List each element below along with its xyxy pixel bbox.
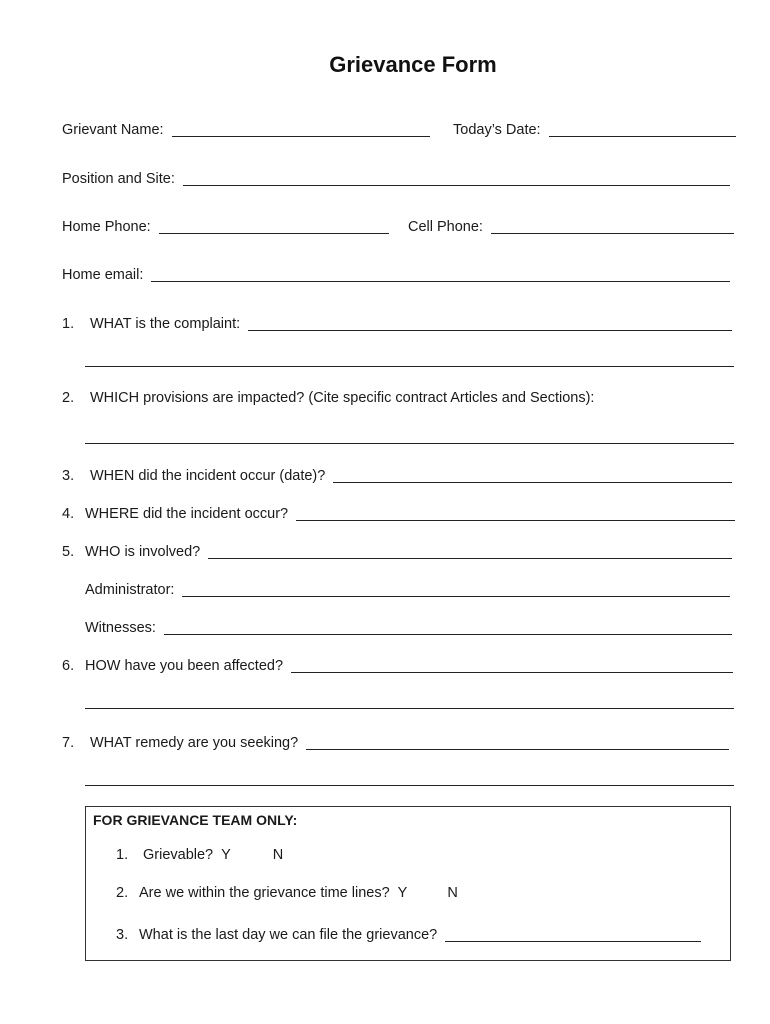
team-item-2 xyxy=(116,885,458,901)
grievable-yes-option[interactable]: Y xyxy=(221,847,231,863)
question-2-answer-line[interactable] xyxy=(85,443,734,444)
todays-date-label: Today’s Date: xyxy=(453,122,541,138)
question-2-label: WHICH provisions are impacted? (Cite specific contract Articles and Sections): xyxy=(90,390,595,406)
question-3-row xyxy=(62,465,732,484)
question-6-field[interactable] xyxy=(291,658,733,673)
team-item-number: 2. xyxy=(116,885,129,901)
time-lines-label: Are we within the grievance time lines? xyxy=(139,885,390,901)
question-number: 1. xyxy=(62,316,75,332)
question-3-field[interactable] xyxy=(333,468,732,483)
question-3-label: WHEN did the incident occur (date)? xyxy=(90,468,326,484)
question-2-row xyxy=(62,390,732,406)
home-email-label: Home email: xyxy=(62,267,144,283)
witnesses-row xyxy=(85,617,732,636)
grievable-label: Grievable? xyxy=(143,847,214,863)
position-site-label: Position and Site: xyxy=(62,171,175,187)
position-site-field[interactable] xyxy=(183,171,730,186)
administrator-field[interactable] xyxy=(182,582,730,597)
question-5-label: WHO is involved? xyxy=(85,544,201,560)
question-4-field[interactable] xyxy=(296,506,735,521)
home-phone-row xyxy=(62,216,389,235)
home-email-field[interactable] xyxy=(151,267,730,282)
home-email-row xyxy=(62,264,730,283)
cell-phone-label: Cell Phone: xyxy=(408,219,483,235)
position-site-row xyxy=(62,168,730,187)
todays-date-field[interactable] xyxy=(549,122,736,137)
question-number: 5. xyxy=(62,544,75,560)
question-number: 3. xyxy=(62,468,75,484)
question-5-field[interactable] xyxy=(208,544,732,559)
last-day-label: What is the last day we can file the grievance? xyxy=(139,927,438,943)
question-1-row xyxy=(62,313,732,332)
home-phone-label: Home Phone: xyxy=(62,219,151,235)
team-item-1 xyxy=(116,847,283,863)
grievable-no-option[interactable]: N xyxy=(272,847,284,863)
time-lines-no-option[interactable]: N xyxy=(447,885,458,901)
question-number: 7. xyxy=(62,735,75,751)
question-6-label: HOW have you been affected? xyxy=(85,658,284,674)
team-item-number: 1. xyxy=(116,847,129,863)
administrator-label: Administrator: xyxy=(85,582,175,598)
question-1-field[interactable] xyxy=(248,316,732,331)
question-6-continuation-line[interactable] xyxy=(85,708,734,709)
team-item-3 xyxy=(116,924,701,943)
question-number: 6. xyxy=(62,658,75,674)
witnesses-label: Witnesses: xyxy=(85,620,156,636)
witnesses-field[interactable] xyxy=(164,620,732,635)
grievant-name-field[interactable] xyxy=(172,122,430,137)
cell-phone-row xyxy=(408,216,734,235)
question-1-continuation-line[interactable] xyxy=(85,366,734,367)
grievant-name-label: Grievant Name: xyxy=(62,122,164,138)
question-4-label: WHERE did the incident occur? xyxy=(85,506,289,522)
question-number: 2. xyxy=(62,390,75,406)
grievant-name-row xyxy=(62,119,430,138)
grievance-team-title: FOR GRIEVANCE TEAM ONLY: xyxy=(93,812,298,828)
question-4-row xyxy=(62,503,735,522)
team-item-number: 3. xyxy=(116,927,129,943)
question-5-row xyxy=(62,541,732,560)
todays-date-row xyxy=(453,119,736,138)
question-7-row xyxy=(62,732,729,751)
cell-phone-field[interactable] xyxy=(491,219,734,234)
question-7-label: WHAT remedy are you seeking? xyxy=(90,735,299,751)
question-number: 4. xyxy=(62,506,75,522)
question-7-continuation-line[interactable] xyxy=(85,785,734,786)
last-day-field[interactable] xyxy=(445,927,701,942)
question-7-field[interactable] xyxy=(306,735,729,750)
time-lines-yes-option[interactable]: Y xyxy=(397,885,408,901)
home-phone-field[interactable] xyxy=(159,219,389,234)
administrator-row xyxy=(85,579,730,598)
question-1-label: WHAT is the complaint: xyxy=(90,316,241,332)
form-title: Grievance Form xyxy=(329,52,497,77)
question-6-row xyxy=(62,655,733,674)
grievance-team-box xyxy=(85,806,731,961)
